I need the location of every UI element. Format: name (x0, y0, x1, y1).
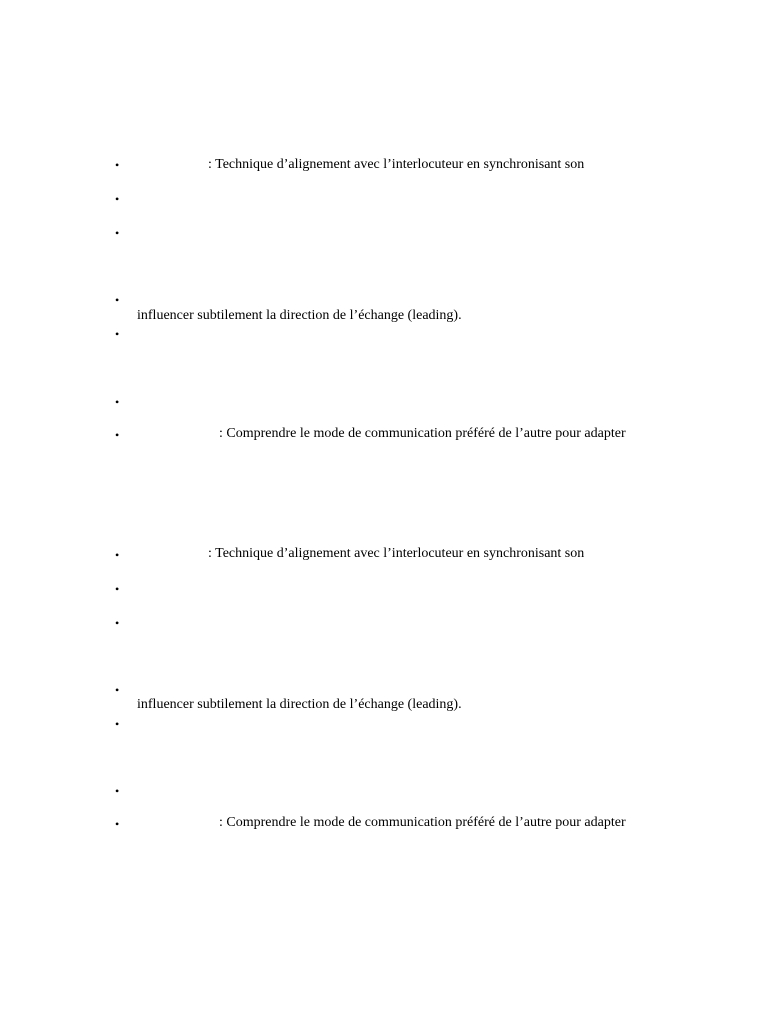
list-item-text: : Comprendre le mode de communication préféré de l’autre pour adapter (219, 815, 626, 830)
bullet-marker: • (115, 192, 120, 206)
list-item-text: : Technique d’alignement avec l’interlocuteur en synchronisant son (208, 546, 585, 561)
bullet-marker: • (115, 717, 120, 731)
bullet-marker: • (115, 226, 120, 240)
bullet-marker: • (115, 158, 120, 172)
bullet-marker: • (115, 428, 120, 442)
bullet-marker: • (115, 784, 120, 798)
bullet-marker: • (115, 395, 120, 409)
list-item-text: : Technique d’alignement avec l’interlocuteur en synchronisant son (208, 157, 585, 172)
bullet-marker: • (115, 327, 120, 341)
list-item-text: influencer subtilement la direction de l’échange (leading). (137, 308, 462, 323)
list-item-text: influencer subtilement la direction de l’échange (leading). (137, 697, 462, 712)
bullet-marker: • (115, 683, 120, 697)
list-item-text: : Comprendre le mode de communication préféré de l’autre pour adapter (219, 426, 626, 441)
bullet-marker: • (115, 548, 120, 562)
bullet-marker: • (115, 582, 120, 596)
bullet-marker: • (115, 817, 120, 831)
bullet-marker: • (115, 293, 120, 307)
bullet-marker: • (115, 616, 120, 630)
